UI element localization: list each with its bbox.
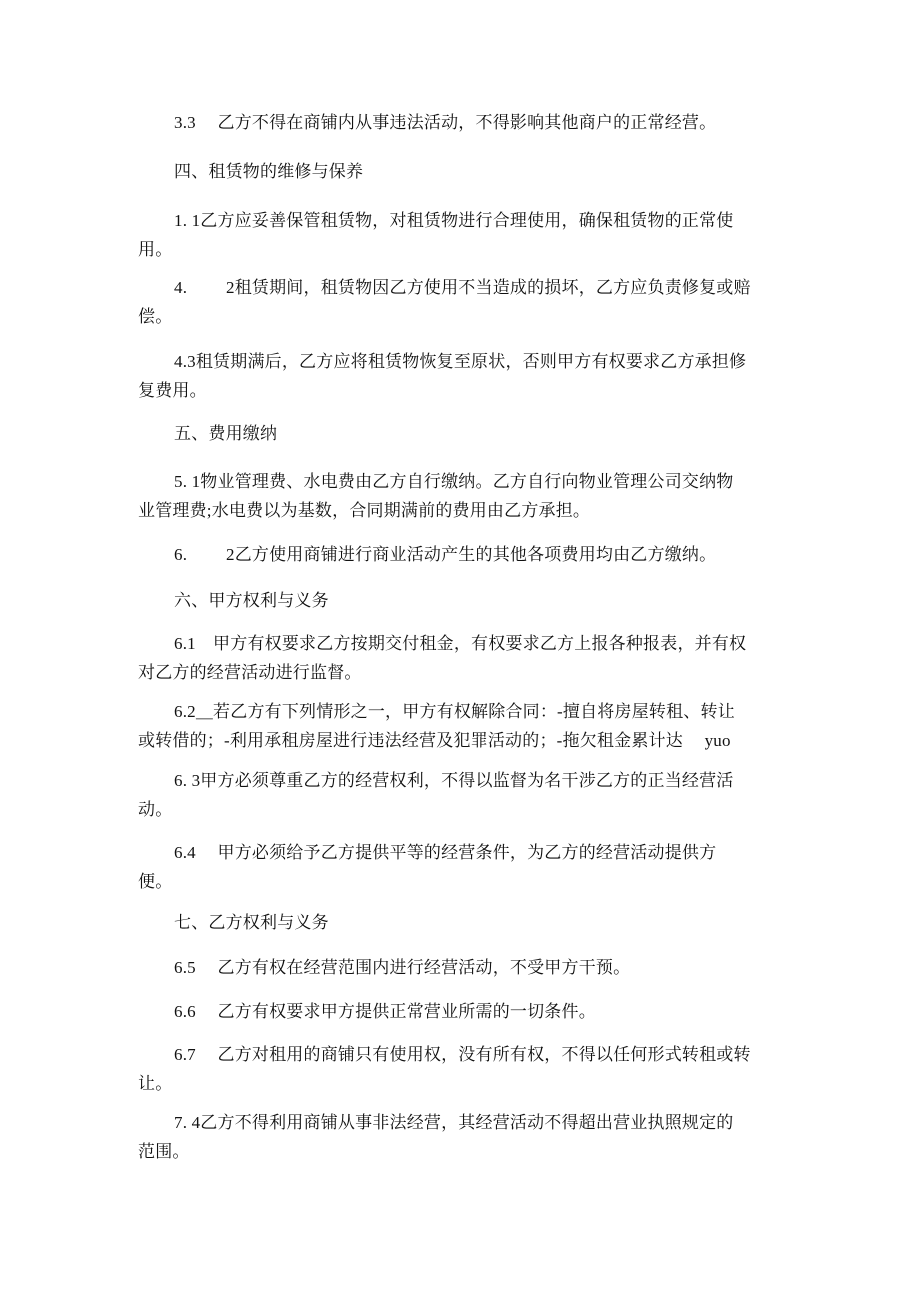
clause-4-1 (138, 206, 788, 264)
clause-line: 6. 2乙方使用商铺进行商业活动产生的其他各项费用均由乙方缴纳。 (174, 545, 717, 564)
clause-line: 范围。 (138, 1142, 190, 1161)
clause-6-4 (138, 838, 788, 896)
clause-line: 5. 1物业管理费、水电费由乙方自行缴纳。乙方自行向物业管理公司交纳物 (174, 472, 734, 491)
clause-line: 3.3 乙方不得在商铺内从事违法活动，不得影响其他商户的正常经营。 (174, 113, 717, 132)
clause-line: 让。 (138, 1074, 173, 1093)
clause-line: 6.1 甲方有权要求乙方按期交付租金，有权要求乙方上报各种报表，并有权 (174, 634, 747, 653)
clause-6-1 (138, 629, 788, 687)
clause-line: 偿。 (138, 307, 173, 326)
clause-line: 业管理费;水电费以为基数，合同期满前的费用由乙方承担。 (138, 501, 591, 520)
clause-line: 6.6 乙方有权要求甲方提供正常营业所需的一切条件。 (174, 1002, 596, 1021)
section-heading-text: 六、甲方权利与义务 (174, 591, 329, 610)
clause-line: 4.3租赁期满后，乙方应将租赁物恢复至原状，否则甲方有权要求乙方承担修 (174, 352, 747, 371)
clause-line: 对乙方的经营活动进行监督。 (138, 663, 362, 682)
section-heading-7 (138, 908, 788, 937)
clause-line: 6.7 乙方对租用的商铺只有使用权，没有所有权，不得以任何形式转租或转 (174, 1045, 751, 1064)
clause-3-3 (138, 108, 788, 137)
clause-4-2 (138, 273, 788, 331)
clause-line: 1. 1乙方应妥善保管租赁物，对租赁物进行合理使用，确保租赁物的正常使 (174, 211, 734, 230)
clause-line: 4. 2租赁期间，租赁物因乙方使用不当造成的损坏，乙方应负责修复或赔 (174, 278, 751, 297)
clause-line: 用。 (138, 240, 173, 259)
clause-5-1 (138, 467, 788, 525)
clause-line: 6.2＿若乙方有下列情形之一，甲方有权解除合同：-擅自将房屋转租、转让 (174, 702, 735, 721)
section-heading-6 (138, 586, 788, 615)
clause-line: 6.5 乙方有权在经营范围内进行经营活动，不受甲方干预。 (174, 958, 631, 977)
clause-line: 或转借的；-利用承租房屋进行违法经营及犯罪活动的；-拖欠租金累计达 yuo (138, 731, 731, 750)
section-heading-text: 四、租赁物的维修与保养 (174, 162, 364, 181)
clause-line: 动。 (138, 800, 173, 819)
section-heading-text: 七、乙方权利与义务 (174, 913, 329, 932)
clause-6-2 (138, 697, 788, 755)
clause-6-6 (138, 997, 788, 1026)
clause-6-7 (138, 1040, 788, 1098)
clause-line: 复费用。 (138, 381, 207, 400)
clause-6-3 (138, 766, 788, 824)
clause-line: 6.4 甲方必须给予乙方提供平等的经营条件，为乙方的经营活动提供方 (174, 843, 717, 862)
section-heading-4 (138, 157, 788, 186)
clause-line: 便。 (138, 872, 173, 891)
clause-7-4 (138, 1108, 788, 1166)
clause-line: 7. 4乙方不得利用商铺从事非法经营，其经营活动不得超出营业执照规定的 (174, 1113, 734, 1132)
clause-4-3 (138, 347, 788, 405)
clause-line: 6. 3甲方必须尊重乙方的经营权利，不得以监督为名干涉乙方的正当经营活 (174, 771, 734, 790)
section-heading-text: 五、费用缴纳 (174, 424, 278, 443)
clause-5-2 (138, 540, 788, 569)
clause-6-5 (138, 953, 788, 982)
section-heading-5 (138, 419, 788, 448)
